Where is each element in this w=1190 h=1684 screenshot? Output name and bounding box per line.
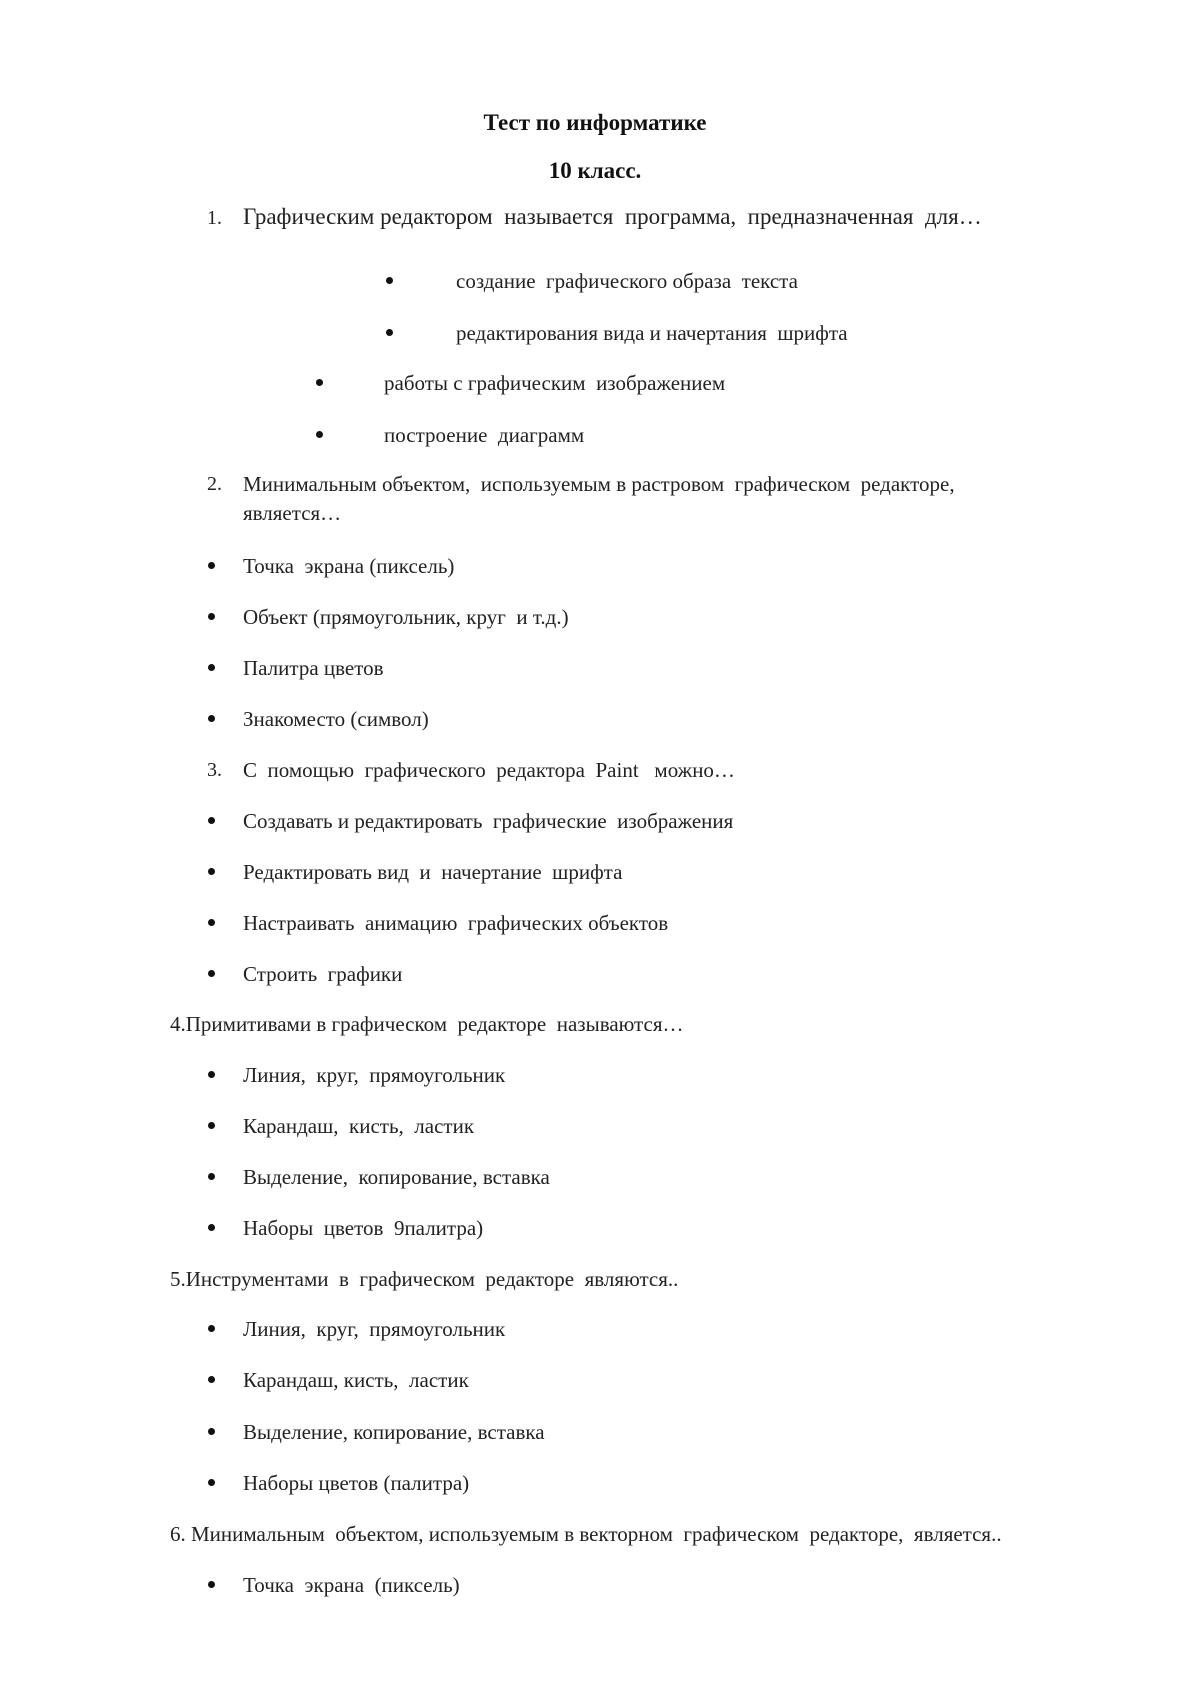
question-text: 4.Примитивами в графическом редакторе называются… (170, 1012, 684, 1036)
bullet-icon (316, 379, 323, 386)
bullet-icon (208, 1581, 215, 1588)
page-title: Тест по информатике (483, 110, 707, 135)
question-text-continued: является… (243, 501, 342, 525)
answer-option: Редактировать вид и начертание шрифта (243, 860, 623, 884)
bullet-icon (316, 431, 323, 438)
answer-option: Настраивать анимацию графических объектов (243, 911, 669, 935)
bullet-icon (208, 1122, 215, 1129)
answer-option: Линия, круг, прямоугольник (243, 1063, 506, 1087)
answer-option: редактирования вида и начертания шрифта (456, 321, 848, 345)
answer-option: Палитра цветов (243, 656, 384, 680)
bullet-icon (208, 1428, 215, 1435)
answer-option: Выделение, копирование, вставка (243, 1165, 550, 1189)
answer-option: Карандаш, кисть, ластик (243, 1114, 475, 1138)
answer-option: построение диаграмм (384, 423, 585, 447)
question-number: 2. (207, 473, 222, 495)
bullet-icon (208, 817, 215, 824)
answer-option: Объект (прямоугольник, круг и т.д.) (243, 605, 569, 629)
question-text: 6. Минимальным объектом, используемым в векторном графическом редакторе, является.. (170, 1522, 1002, 1546)
bullet-icon (208, 1071, 215, 1078)
bullet-icon (208, 919, 215, 926)
answer-option: Создавать и редактировать графические изображения (243, 809, 734, 833)
bullet-icon (208, 1173, 215, 1180)
question-text: Минимальным объектом, используемым в растровом графическом редакторе, (243, 472, 955, 496)
question-number: 1. (207, 207, 222, 229)
answer-option: создание графического образа текста (456, 269, 798, 293)
bullet-icon (386, 277, 393, 284)
bullet-icon (208, 562, 215, 569)
page-subtitle: 10 класс. (548, 158, 642, 183)
answer-option: Наборы цветов 9палитра) (243, 1216, 484, 1240)
bullet-icon (208, 1479, 215, 1486)
answer-option: Наборы цветов (палитра) (243, 1471, 470, 1495)
bullet-icon (208, 1376, 215, 1383)
bullet-icon (208, 868, 215, 875)
answer-option: Точка экрана (пиксель) (243, 1573, 460, 1597)
answer-option: Знакоместо (символ) (243, 707, 429, 731)
question-text: С помощью графического редактора Paint можно… (243, 758, 735, 782)
bullet-icon (208, 1325, 215, 1332)
answer-option: Карандаш, кисть, ластик (243, 1368, 469, 1392)
bullet-icon (208, 613, 215, 620)
answer-option: Выделение, копирование, вставка (243, 1420, 545, 1444)
bullet-icon (208, 1224, 215, 1231)
question-text: 5.Инструментами в графическом редакторе являются.. (170, 1267, 679, 1291)
answer-option: работы с графическим изображением (384, 371, 726, 395)
bullet-icon (386, 329, 393, 336)
answer-option: Строить графики (243, 962, 403, 986)
bullet-icon (208, 715, 215, 722)
bullet-icon (208, 664, 215, 671)
question-text: Графическим редактором называется программа, предназначенная для… (243, 204, 982, 229)
question-number: 3. (207, 759, 222, 781)
answer-option: Линия, круг, прямоугольник (243, 1317, 506, 1341)
answer-option: Точка экрана (пиксель) (243, 554, 455, 578)
bullet-icon (208, 970, 215, 977)
